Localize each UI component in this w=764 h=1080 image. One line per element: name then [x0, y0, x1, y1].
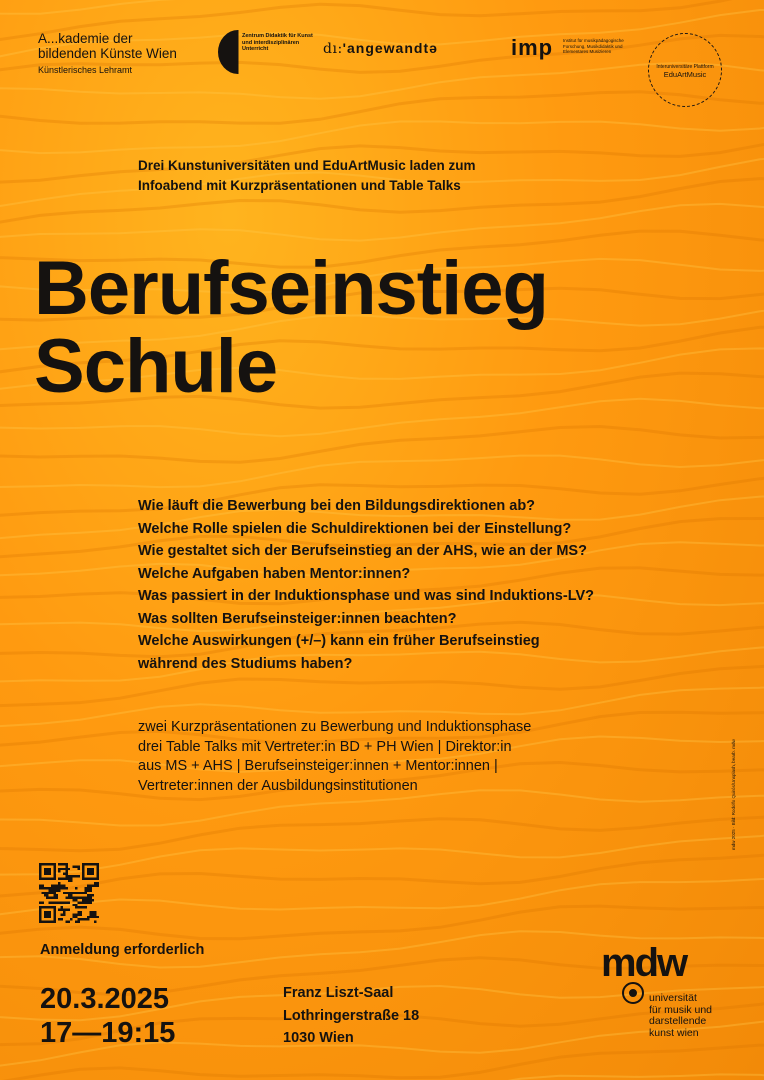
details-line: Vertreter:innen der Ausbildungsinstitutionen — [138, 777, 418, 794]
mdw-line3: darstellende — [649, 1015, 707, 1027]
question-item: Welche Rolle spielen die Schuldirektionen bei der Einstellung? — [138, 520, 572, 537]
mdw-line2: für musik und — [649, 1003, 713, 1016]
wave-line — [0, 878, 764, 916]
details-line: drei Table Talks mit Vertreter:in BD + PH Wien | Direktor:in — [138, 738, 512, 755]
question-item: während des Studiums haben? — [138, 655, 353, 672]
akademie-sub: Künstlerisches Lehramt — [38, 65, 133, 75]
imp-logo — [511, 35, 624, 61]
invitation-line2: Infoabend mit Kurzpräsentationen und Table Talks — [138, 178, 461, 193]
mdw-mark: mdw — [601, 941, 687, 985]
zentrum-text: Zentrum Didaktik für Kunst und interdisziplinären Unterricht — [242, 33, 313, 52]
question-list — [138, 495, 738, 675]
wave-line — [0, 1045, 764, 1080]
angewandte-name: 'angewandtə — [342, 40, 438, 56]
mdw-text — [649, 993, 739, 1039]
venue-street: Lothringerstraße 18 — [283, 1007, 420, 1024]
mdw-line1: universität — [649, 992, 697, 1004]
title-line1: Berufseinstieg — [34, 246, 548, 331]
poster-title — [34, 246, 548, 409]
akademie-logo — [38, 31, 177, 78]
details-line: aus MS + AHS | Berufseinsteiger:innen + Mentor:innen | — [138, 758, 498, 774]
venue-city: 1030 Wien — [283, 1030, 354, 1046]
event-date: 20.3.2025 — [40, 983, 170, 1015]
imp-mark: imp — [511, 35, 554, 60]
invitation-line1: Drei Kunstuniversitäten und EduArtMusic laden zum — [138, 158, 476, 173]
mdw-logo — [601, 941, 731, 1039]
qr-code-icon — [39, 863, 99, 923]
registration-note: Anmeldung erforderlich — [40, 942, 205, 958]
akademie-line2: bildenden Künste Wien — [38, 46, 177, 61]
event-datetime — [40, 982, 175, 1050]
wave-line — [0, 427, 764, 463]
angewandte-logo — [323, 40, 438, 57]
eduartmusic-line1: Interuniversitäre Plattform — [656, 64, 714, 70]
wave-line — [0, 122, 764, 154]
angewandte-prefix: dı: — [323, 41, 343, 57]
event-time: 17—19:15 — [40, 1017, 176, 1049]
venue-address — [283, 982, 419, 1050]
title-line2: Schule — [34, 324, 278, 409]
wave-line — [0, 92, 764, 124]
wave-line — [0, 851, 764, 896]
details-line: zwei Kurzpräsentationen zu Bewerbung und Induktionsphase — [138, 719, 532, 735]
eduartmusic-logo — [648, 33, 722, 107]
zentrum-didaktik-logo — [218, 30, 318, 79]
registration-qr-code[interactable] — [39, 863, 99, 928]
question-item: Was sollten Berufseinsteiger:innen beachten? — [138, 610, 457, 627]
question-item: Welche Auswirkungen (+/–) kann ein früher Berufseinstieg — [138, 633, 540, 649]
question-item: Wie gestaltet sich der Berufseinstieg an der AHS, wie an der MS? — [138, 543, 587, 559]
invitation-text — [138, 156, 658, 196]
credit-text: mdw 2025 · Bild: Rodolfo Quirós/Unsplash, bearb. mdw — [731, 739, 736, 850]
image-credit — [731, 705, 739, 850]
akademie-line1: A...kademie der — [38, 31, 133, 46]
question-item: Wie läuft die Bewerbung bei den Bildungsdirektionen ab? — [138, 498, 536, 514]
venue-name: Franz Liszt-Saal — [283, 985, 394, 1001]
eduartmusic-line2: EduArtMusic — [663, 70, 707, 79]
question-item: Welche Aufgaben haben Mentor:innen? — [138, 565, 411, 582]
question-item: Was passiert in der Induktionsphase und was sind Induktions-LV? — [138, 588, 594, 604]
wave-line — [0, 906, 764, 940]
mdw-line4: kunst wien — [649, 1026, 699, 1039]
half-circle-icon — [218, 30, 240, 74]
program-details — [138, 718, 658, 796]
imp-text: Institut für musikpädagogische Forschung, Musikdidaktik und Elementares Musizieren — [563, 38, 624, 54]
wave-line — [0, 832, 764, 875]
wave-line — [0, 456, 764, 488]
mdw-circle-icon — [621, 981, 645, 1005]
